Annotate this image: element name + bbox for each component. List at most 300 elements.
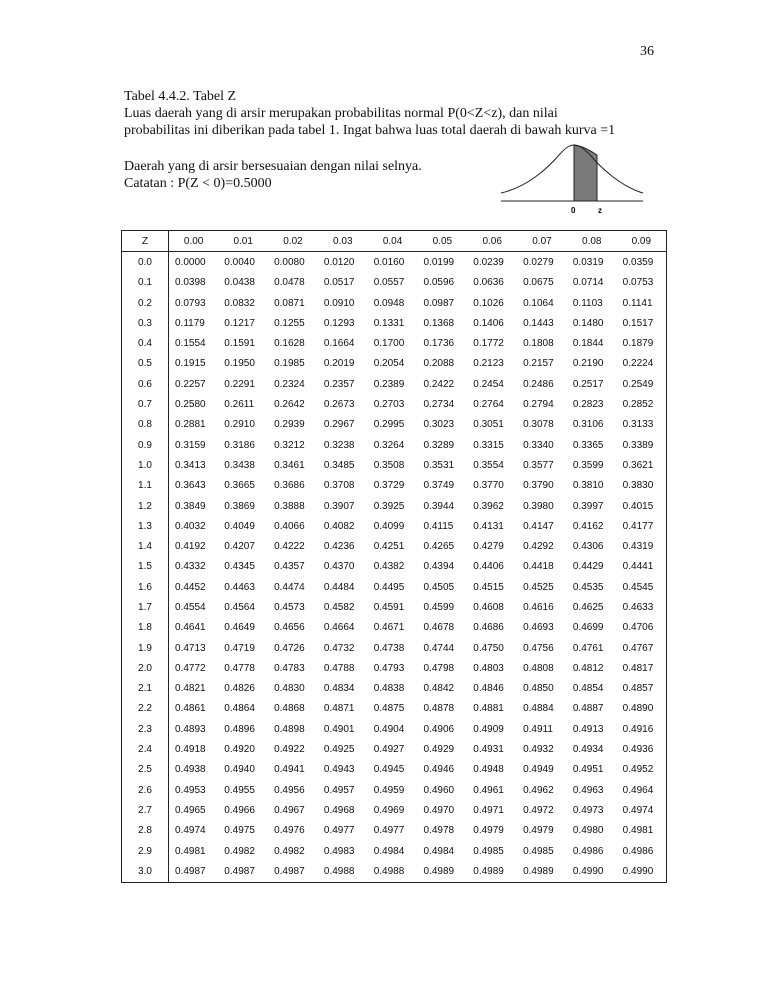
- probability-cell: 0.4406: [473, 561, 504, 573]
- z-value-cell: 3.0: [122, 861, 169, 882]
- probability-cell: 0.2734: [423, 399, 455, 411]
- table-row: [122, 760, 667, 780]
- column-header: 0.00: [169, 231, 219, 252]
- z-value-cell: 1.9: [122, 638, 169, 658]
- probability-cell: 0.1443: [523, 317, 554, 329]
- probability-cell: 0.1293: [323, 317, 355, 329]
- probability-cell: 0.4767: [622, 642, 654, 654]
- table-row: [122, 577, 667, 597]
- probability-cell: 0.4971: [473, 804, 504, 816]
- table-row: [122, 557, 667, 577]
- probability-cell: 0.0910: [323, 297, 355, 309]
- probability-cell: 0.0438: [224, 277, 255, 289]
- probability-cell: 0.4927: [373, 744, 405, 756]
- probability-cell: 0.4983: [323, 845, 355, 857]
- probability-cell: 0.3554: [473, 459, 504, 471]
- probability-cell: 0.4032: [175, 520, 206, 532]
- probability-cell: 0.2257: [175, 378, 206, 390]
- probability-cell: 0.4633: [622, 601, 654, 613]
- probability-cell: 0.4495: [373, 581, 405, 593]
- probability-cell: 0.4726: [274, 642, 305, 654]
- probability-cell: 0.0987: [423, 297, 455, 309]
- probability-cell: 0.4974: [622, 804, 654, 816]
- probability-cell: 0.3729: [373, 480, 405, 492]
- probability-cell: 0.4951: [572, 764, 604, 776]
- probability-cell: 0.4649: [224, 622, 255, 634]
- probability-cell: 0.4979: [523, 825, 554, 837]
- probability-cell: 0.2517: [572, 378, 604, 390]
- z-value-cell: 0.9: [122, 435, 169, 455]
- probability-cell: 0.4955: [224, 784, 255, 796]
- probability-cell: 0.0239: [473, 256, 504, 268]
- probability-cell: 0.4664: [323, 622, 355, 634]
- table-row: [122, 861, 667, 882]
- table-row: [122, 455, 667, 475]
- probability-cell: 0.2580: [175, 399, 206, 411]
- probability-cell: 0.4946: [423, 764, 455, 776]
- table-row: [122, 780, 667, 800]
- probability-cell: 0.4929: [423, 744, 455, 756]
- table-row: [122, 841, 667, 861]
- probability-cell: 0.4990: [572, 865, 604, 877]
- probability-cell: 0.3186: [224, 439, 255, 451]
- probability-cell: 0.4987: [224, 865, 255, 877]
- z-value-cell: 2.6: [122, 780, 169, 800]
- probability-cell: 0.3665: [224, 480, 255, 492]
- table-row: [122, 536, 667, 556]
- probability-cell: 0.0832: [224, 297, 255, 309]
- probability-cell: 0.3159: [175, 439, 206, 451]
- probability-cell: 0.1844: [572, 338, 604, 350]
- probability-cell: 0.4306: [572, 541, 604, 553]
- probability-cell: 0.1985: [274, 358, 305, 370]
- table-row: [122, 293, 667, 313]
- probability-cell: 0.4989: [423, 865, 455, 877]
- probability-cell: 0.4778: [224, 662, 255, 674]
- probability-cell: 0.4441: [622, 561, 654, 573]
- probability-cell: 0.4332: [175, 561, 206, 573]
- z-value-cell: 0.7: [122, 394, 169, 414]
- probability-cell: 0.4115: [423, 520, 454, 532]
- probability-cell: 0.4934: [572, 744, 604, 756]
- table-row: [122, 313, 667, 333]
- table-row: [122, 374, 667, 394]
- probability-cell: 0.4949: [523, 764, 554, 776]
- probability-cell: 0.4936: [622, 744, 654, 756]
- probability-cell: 0.0040: [224, 256, 255, 268]
- probability-cell: 0.0160: [373, 256, 405, 268]
- probability-cell: 0.3810: [572, 480, 604, 492]
- column-header: 0.06: [467, 231, 517, 252]
- probability-cell: 0.3925: [373, 500, 405, 512]
- probability-cell: 0.3980: [523, 500, 554, 512]
- probability-cell: 0.3599: [572, 459, 604, 471]
- probability-cell: 0.4671: [373, 622, 405, 634]
- probability-cell: 0.2823: [572, 399, 604, 411]
- probability-cell: 0.4738: [373, 642, 405, 654]
- probability-cell: 0.4932: [523, 744, 554, 756]
- z-table: [121, 230, 667, 883]
- table-row: [122, 496, 667, 516]
- probability-cell: 0.4884: [523, 703, 554, 715]
- z-table-header: [122, 231, 667, 252]
- probability-cell: 0.4931: [473, 744, 504, 756]
- probability-cell: 0.4545: [622, 581, 654, 593]
- table-row: [122, 719, 667, 739]
- probability-cell: 0.4850: [523, 683, 554, 695]
- z-value-cell: 1.6: [122, 577, 169, 597]
- table-caption: Tabel 4.4.2. Tabel Z: [124, 89, 237, 104]
- probability-cell: 0.4394: [423, 561, 455, 573]
- probability-cell: 0.2454: [473, 378, 504, 390]
- z-value-cell: 1.3: [122, 516, 169, 536]
- probability-cell: 0.4959: [373, 784, 405, 796]
- probability-cell: 0.2088: [423, 358, 455, 370]
- probability-cell: 0.4625: [572, 601, 604, 613]
- probability-cell: 0.4582: [323, 601, 355, 613]
- probability-cell: 0.4808: [523, 662, 554, 674]
- table-row: [122, 821, 667, 841]
- z-value-cell: 0.1: [122, 273, 169, 293]
- probability-cell: 0.4798: [423, 662, 455, 674]
- probability-cell: 0.1064: [523, 297, 554, 309]
- probability-cell: 0.4982: [274, 845, 305, 857]
- z-value-cell: 1.4: [122, 536, 169, 556]
- z-column-header: Z: [122, 231, 169, 252]
- probability-cell: 0.4906: [423, 723, 455, 735]
- probability-cell: 0.3621: [622, 459, 654, 471]
- z-value-cell: 0.4: [122, 333, 169, 353]
- z-value-cell: 1.0: [122, 455, 169, 475]
- probability-cell: 0.4988: [373, 865, 405, 877]
- probability-cell: 0.4699: [572, 622, 604, 634]
- probability-cell: 0.3944: [423, 500, 455, 512]
- probability-cell: 0.4988: [323, 865, 355, 877]
- probability-cell: 0.0793: [175, 297, 206, 309]
- probability-cell: 0.4989: [523, 865, 554, 877]
- table-row: [122, 476, 667, 496]
- probability-cell: 0.4861: [175, 703, 206, 715]
- probability-cell: 0.4554: [175, 601, 206, 613]
- probability-cell: 0.4965: [175, 804, 206, 816]
- probability-cell: 0.4938: [175, 764, 206, 776]
- table-row: [122, 679, 667, 699]
- probability-cell: 0.0753: [622, 277, 654, 289]
- probability-cell: 0.0714: [572, 277, 604, 289]
- probability-cell: 0.2357: [323, 378, 355, 390]
- probability-cell: 0.4978: [423, 825, 455, 837]
- probability-cell: 0.2703: [373, 399, 405, 411]
- z-label: z: [598, 206, 602, 215]
- probability-cell: 0.3212: [274, 439, 305, 451]
- probability-cell: 0.4429: [572, 561, 604, 573]
- probability-cell: 0.4641: [175, 622, 206, 634]
- probability-cell: 0.0000: [175, 256, 206, 268]
- probability-cell: 0.4916: [622, 723, 654, 735]
- probability-cell: 0.4967: [274, 804, 305, 816]
- probability-cell: 0.4756: [523, 642, 554, 654]
- z-value-cell: 0.6: [122, 374, 169, 394]
- probability-cell: 0.0675: [523, 277, 554, 289]
- z-value-cell: 0.5: [122, 354, 169, 374]
- z-value-cell: 1.1: [122, 476, 169, 496]
- probability-cell: 0.0279: [523, 256, 554, 268]
- table-row: [122, 273, 667, 293]
- probability-cell: 0.1026: [473, 297, 504, 309]
- probability-cell: 0.0120: [323, 256, 355, 268]
- probability-cell: 0.4821: [175, 683, 206, 695]
- probability-cell: 0.0636: [473, 277, 504, 289]
- probability-cell: 0.4985: [523, 845, 554, 857]
- zero-label: 0: [571, 206, 576, 215]
- probability-cell: 0.1950: [224, 358, 255, 370]
- probability-cell: 0.1179: [175, 317, 205, 329]
- probability-cell: 0.4990: [622, 865, 654, 877]
- z-value-cell: 0.3: [122, 313, 169, 333]
- probability-cell: 0.4943: [323, 764, 355, 776]
- probability-cell: 0.2389: [373, 378, 405, 390]
- probability-cell: 0.4981: [175, 845, 206, 857]
- probability-cell: 0.1217: [224, 317, 255, 329]
- probability-cell: 0.2910: [224, 419, 255, 431]
- probability-cell: 0.4452: [175, 581, 206, 593]
- probability-cell: 0.0517: [323, 277, 355, 289]
- probability-cell: 0.4982: [224, 845, 255, 857]
- z-value-cell: 1.5: [122, 557, 169, 577]
- probability-cell: 0.1141: [622, 297, 653, 309]
- table-row: [122, 415, 667, 435]
- probability-cell: 0.4319: [622, 541, 654, 553]
- probability-cell: 0.4750: [473, 642, 504, 654]
- probability-cell: 0.4147: [523, 520, 554, 532]
- table-row: [122, 333, 667, 353]
- probability-cell: 0.1879: [622, 338, 654, 350]
- probability-cell: 0.1591: [224, 338, 255, 350]
- probability-cell: 0.1368: [423, 317, 455, 329]
- probability-cell: 0.4616: [523, 601, 554, 613]
- probability-cell: 0.0596: [423, 277, 455, 289]
- normal-curve-figure: [497, 135, 647, 217]
- probability-cell: 0.4893: [175, 723, 206, 735]
- probability-cell: 0.4970: [423, 804, 455, 816]
- probability-cell: 0.4920: [224, 744, 255, 756]
- probability-cell: 0.4984: [423, 845, 455, 857]
- probability-cell: 0.4972: [523, 804, 554, 816]
- probability-cell: 0.4382: [373, 561, 405, 573]
- probability-cell: 0.4713: [175, 642, 206, 654]
- table-row: [122, 435, 667, 455]
- table-row: [122, 618, 667, 638]
- probability-cell: 0.2673: [323, 399, 355, 411]
- column-header: 0.01: [218, 231, 268, 252]
- probability-cell: 0.4251: [373, 541, 405, 553]
- probability-cell: 0.4474: [274, 581, 305, 593]
- probability-cell: 0.4812: [572, 662, 604, 674]
- table-row: [122, 354, 667, 374]
- column-header: 0.09: [617, 231, 667, 252]
- probability-cell: 0.2123: [473, 358, 504, 370]
- probability-cell: 0.3340: [523, 439, 554, 451]
- table-row: [122, 658, 667, 678]
- probability-cell: 0.2054: [373, 358, 405, 370]
- probability-cell: 0.4265: [423, 541, 455, 553]
- probability-cell: 0.4484: [323, 581, 355, 593]
- z-value-cell: 2.5: [122, 760, 169, 780]
- z-value-cell: 2.1: [122, 679, 169, 699]
- z-value-cell: 2.3: [122, 719, 169, 739]
- probability-cell: 0.2224: [622, 358, 654, 370]
- probability-cell: 0.3508: [373, 459, 405, 471]
- z-value-cell: 2.0: [122, 658, 169, 678]
- probability-cell: 0.3389: [622, 439, 654, 451]
- probability-cell: 0.3790: [523, 480, 554, 492]
- probability-cell: 0.4505: [423, 581, 455, 593]
- probability-cell: 0.4975: [224, 825, 255, 837]
- probability-cell: 0.1915: [175, 358, 206, 370]
- column-header: 0.04: [368, 231, 418, 252]
- probability-cell: 0.3962: [473, 500, 504, 512]
- probability-cell: 0.2019: [323, 358, 355, 370]
- probability-cell: 0.2881: [175, 419, 206, 431]
- probability-cell: 0.4966: [224, 804, 255, 816]
- probability-cell: 0.4985: [473, 845, 504, 857]
- probability-cell: 0.2995: [373, 419, 405, 431]
- probability-cell: 0.3997: [572, 500, 604, 512]
- probability-cell: 0.1331: [373, 317, 405, 329]
- probability-cell: 0.2794: [523, 399, 554, 411]
- probability-cell: 0.2852: [622, 399, 654, 411]
- probability-cell: 0.3315: [473, 439, 504, 451]
- probability-cell: 0.4826: [224, 683, 255, 695]
- probability-cell: 0.4887: [572, 703, 604, 715]
- probability-cell: 0.4817: [622, 662, 654, 674]
- probability-cell: 0.4901: [323, 723, 355, 735]
- probability-cell: 0.4909: [473, 723, 504, 735]
- probability-cell: 0.2324: [274, 378, 305, 390]
- probability-cell: 0.4976: [274, 825, 305, 837]
- probability-cell: 0.4986: [622, 845, 654, 857]
- probability-cell: 0.4960: [423, 784, 455, 796]
- probability-cell: 0.4973: [572, 804, 604, 816]
- probability-cell: 0.4418: [523, 561, 554, 573]
- probability-cell: 0.1480: [572, 317, 604, 329]
- probability-cell: 0.1664: [323, 338, 355, 350]
- probability-cell: 0.4952: [622, 764, 654, 776]
- probability-cell: 0.4656: [274, 622, 305, 634]
- probability-cell: 0.2291: [224, 378, 255, 390]
- probability-cell: 0.4693: [523, 622, 554, 634]
- probability-cell: 0.3051: [473, 419, 504, 431]
- probability-cell: 0.4948: [473, 764, 504, 776]
- probability-cell: 0.2422: [423, 378, 455, 390]
- probability-cell: 0.1772: [473, 338, 504, 350]
- probability-cell: 0.4162: [572, 520, 604, 532]
- probability-cell: 0.0398: [175, 277, 206, 289]
- probability-cell: 0.4871: [323, 703, 355, 715]
- probability-cell: 0.4968: [323, 804, 355, 816]
- page-number: 36: [640, 44, 654, 59]
- probability-cell: 0.3438: [224, 459, 255, 471]
- table-row: [122, 394, 667, 414]
- probability-cell: 0.1255: [274, 317, 305, 329]
- probability-cell: 0.4573: [274, 601, 305, 613]
- probability-cell: 0.1736: [423, 338, 455, 350]
- probability-cell: 0.3078: [523, 419, 554, 431]
- probability-cell: 0.3023: [423, 419, 455, 431]
- probability-cell: 0.4913: [572, 723, 604, 735]
- probability-cell: 0.4370: [323, 561, 355, 573]
- probability-cell: 0.4177: [622, 520, 654, 532]
- probability-cell: 0.4969: [373, 804, 405, 816]
- probability-cell: 0.1700: [373, 338, 405, 350]
- probability-cell: 0.4719: [224, 642, 255, 654]
- probability-cell: 0.3849: [175, 500, 206, 512]
- probability-cell: 0.3577: [523, 459, 554, 471]
- column-header: 0.05: [417, 231, 467, 252]
- probability-cell: 0.2486: [523, 378, 554, 390]
- probability-cell: 0.4761: [572, 642, 604, 654]
- probability-cell: 0.4783: [274, 662, 305, 674]
- intro-line-2: probabilitas ini diberikan pada tabel 1. Ingat bahwa luas total daerah di bawah kurva =1: [124, 123, 616, 138]
- bell-curve: [501, 145, 643, 193]
- probability-cell: 0.4236: [323, 541, 355, 553]
- intro-paragraph: [124, 105, 644, 139]
- probability-cell: 0.4207: [224, 541, 255, 553]
- probability-cell: 0.4192: [175, 541, 206, 553]
- probability-cell: 0.4732: [323, 642, 355, 654]
- probability-cell: 0.4904: [373, 723, 405, 735]
- probability-cell: 0.4838: [373, 683, 405, 695]
- probability-cell: 0.0871: [274, 297, 305, 309]
- probability-cell: 0.4896: [224, 723, 255, 735]
- probability-cell: 0.4599: [423, 601, 455, 613]
- intro-line-1: Luas daerah yang di arsir merupakan probabilitas normal P(0<Z<z), dan nilai: [124, 106, 558, 121]
- probability-cell: 0.4830: [274, 683, 305, 695]
- probability-cell: 0.2611: [224, 399, 255, 411]
- probability-cell: 0.2939: [274, 419, 305, 431]
- shaded-area: [574, 145, 597, 201]
- probability-cell: 0.2190: [572, 358, 604, 370]
- probability-cell: 0.4049: [224, 520, 255, 532]
- probability-cell: 0.4706: [622, 622, 654, 634]
- probability-note: Catatan : P(Z < 0)=0.5000: [124, 176, 272, 191]
- probability-cell: 0.4279: [473, 541, 504, 553]
- z-value-cell: 1.8: [122, 618, 169, 638]
- probability-cell: 0.4911: [523, 723, 553, 735]
- probability-cell: 0.1517: [622, 317, 654, 329]
- probability-cell: 0.4878: [423, 703, 455, 715]
- probability-cell: 0.4941: [274, 764, 305, 776]
- probability-cell: 0.4744: [423, 642, 455, 654]
- probability-cell: 0.4868: [274, 703, 305, 715]
- column-header: 0.03: [318, 231, 368, 252]
- probability-cell: 0.4922: [274, 744, 305, 756]
- probability-cell: 0.4772: [175, 662, 206, 674]
- table-row: [122, 800, 667, 820]
- z-value-cell: 0.0: [122, 252, 169, 273]
- probability-cell: 0.3888: [274, 500, 305, 512]
- probability-cell: 0.4961: [473, 784, 504, 796]
- probability-cell: 0.4082: [323, 520, 355, 532]
- table-row: [122, 739, 667, 759]
- table-row: [122, 638, 667, 658]
- probability-cell: 0.4875: [373, 703, 405, 715]
- probability-cell: 0.3133: [622, 419, 654, 431]
- probability-cell: 0.3461: [274, 459, 305, 471]
- probability-cell: 0.4964: [622, 784, 654, 796]
- probability-cell: 0.0359: [622, 256, 654, 268]
- probability-cell: 0.3708: [323, 480, 355, 492]
